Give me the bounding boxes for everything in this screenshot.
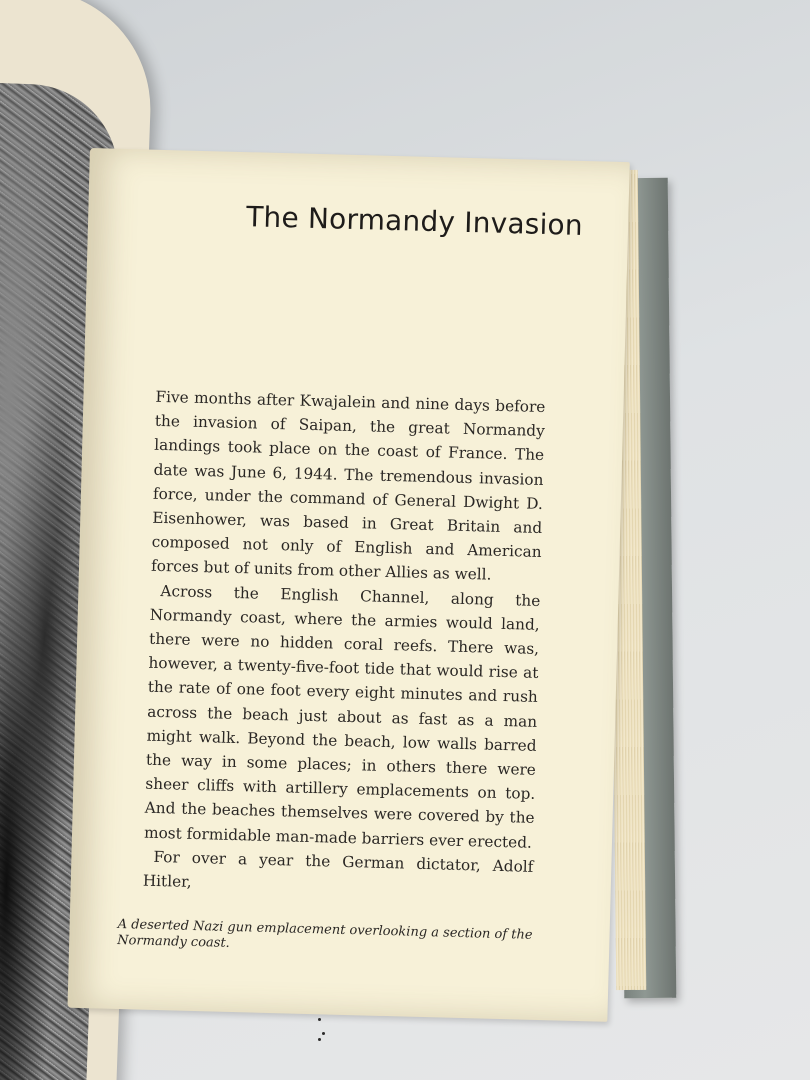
paragraph: Five months after Kwajalein and nine days before the invasion of Saipan, the great Normandy landings took place on the coast of France. The date was June 6, 1944. The tremendous invasion force, under the command of General Dwight D. Eisenhower, was based in Great Britain and composed not only of English and American forces but of units from other Allies as well. bbox=[150, 387, 546, 585]
table-specks bbox=[318, 1018, 326, 1042]
paragraph: Across the English Channel, along the Normandy coast, where the armies would land, there were no hidden coral reefs. There was, however, a twenty-five-foot tide that would rise at the rate of one foot every eight minutes and rush across the beach just about as fast as a man might walk. Beyond the beach, low walls barred the way in some places; in others there were sheer cliffs with artillery emplacements on top. And the beaches themselves were covered by the most formidable man-made barriers ever erected. bbox=[143, 581, 541, 852]
right-page bbox=[67, 148, 629, 1022]
page-body bbox=[143, 385, 546, 903]
paragraph: For over a year the German dictator, Adolf Hitler, bbox=[142, 847, 534, 891]
photo-caption: A deserted Nazi gun emplacement overlooking a section of the Normandy coast. bbox=[117, 916, 533, 951]
chapter-title: The Normandy Invasion bbox=[245, 200, 584, 242]
